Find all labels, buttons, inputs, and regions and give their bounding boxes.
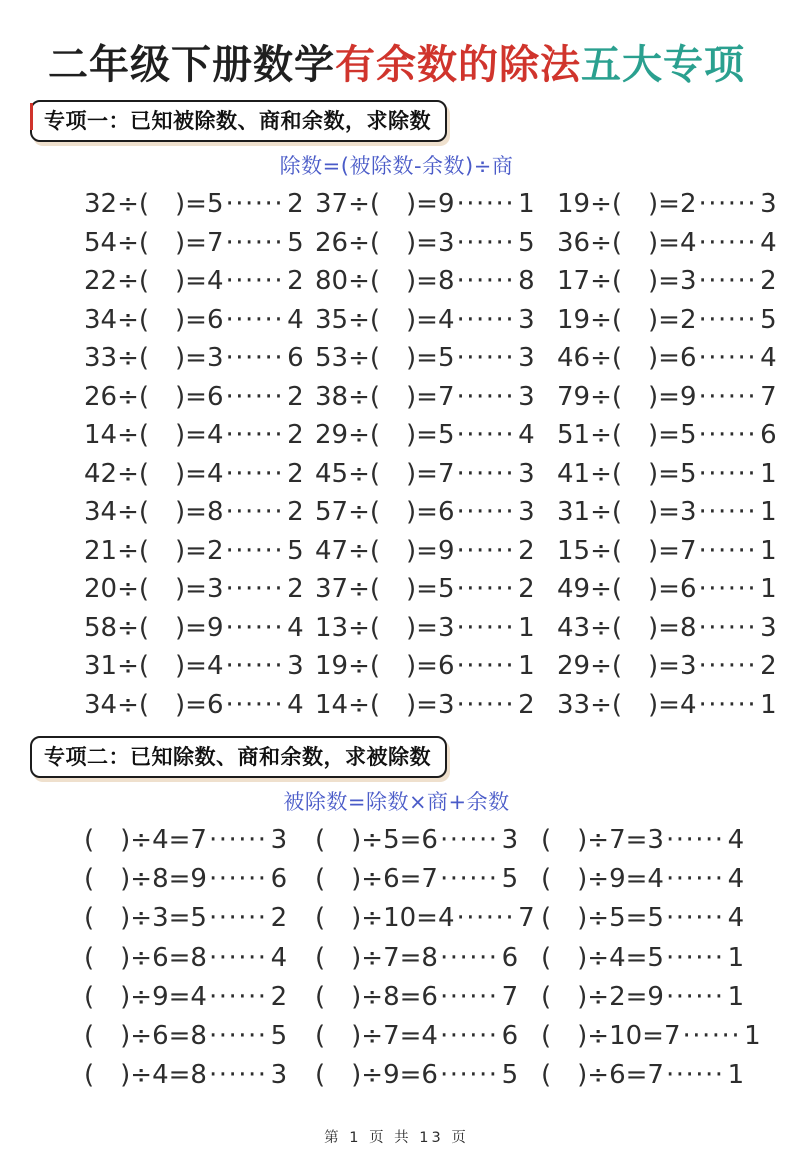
remainder-dots: ······: [698, 227, 758, 258]
remainder-dots: ······: [456, 304, 516, 335]
problem: ( )÷7=4······ 6: [315, 1021, 519, 1052]
remainder-dots: ······: [225, 420, 285, 451]
problem: 14÷( )=4······ 2: [84, 420, 304, 451]
remainder-dots: ······: [456, 458, 516, 489]
section1-heading: 专项一：已知被除数、商和余数，求除数: [30, 100, 447, 142]
remainder-dots: ······: [698, 458, 758, 489]
remainder-dots: ······: [225, 189, 285, 220]
remainder-dots: ······: [456, 689, 516, 720]
remainder-dots: ······: [208, 824, 268, 855]
section2: [0, 724, 793, 1095]
problem: 34÷( )=6······ 4: [84, 689, 304, 720]
problem: 14÷( )=3······ 2: [315, 689, 535, 720]
problem: 53÷( )=5······ 3: [315, 343, 535, 374]
section2-formula: 被除数=除数×商+余数: [283, 790, 510, 814]
problem: 31÷( )=4······ 3: [84, 651, 304, 682]
remainder-dots: ······: [456, 497, 516, 528]
problem: 54÷( )=7······ 5: [84, 227, 304, 258]
remainder-dots: ······: [665, 903, 725, 934]
remainder-dots: ······: [665, 824, 725, 855]
remainder-dots: ······: [698, 535, 758, 566]
problem: 36÷( )=4······ 4: [557, 227, 777, 258]
remainder-dots: ······: [439, 863, 499, 894]
remainder-dots: ······: [439, 1060, 499, 1091]
problem: ( )÷2=9······ 1: [541, 981, 745, 1012]
remainder-dots: ······: [456, 227, 516, 258]
problem: 15÷( )=7······ 1: [557, 535, 777, 566]
page-title: [20, 42, 773, 88]
section1-formula: 除数=(被除数-余数)÷商: [279, 154, 514, 178]
problem: 33÷( )=4······ 1: [557, 689, 777, 720]
problem: 19÷( )=2······ 3: [557, 189, 777, 220]
problem: ( )÷9=4······ 4: [541, 863, 745, 894]
problem: 19÷( )=2······ 5: [557, 304, 777, 335]
remainder-dots: ······: [456, 612, 516, 643]
problem: 45÷( )=7······ 3: [315, 458, 535, 489]
problem: ( )÷8=6······ 7: [315, 981, 519, 1012]
problem: ( )÷4=7······ 3: [84, 824, 288, 855]
remainder-dots: ······: [208, 981, 268, 1012]
remainder-dots: ······: [225, 689, 285, 720]
remainder-dots: ······: [225, 497, 285, 528]
problem: 26÷( )=6······ 2: [84, 381, 304, 412]
remainder-dots: ······: [698, 574, 758, 605]
problem: ( )÷6=8······ 5: [84, 1021, 288, 1052]
problem: 33÷( )=3······ 6: [84, 343, 304, 374]
remainder-dots: ······: [225, 266, 285, 297]
problem: 17÷( )=3······ 2: [557, 266, 777, 297]
remainder-dots: ······: [225, 381, 285, 412]
problem: 29÷( )=3······ 2: [557, 651, 777, 682]
problem: ( )÷6=7······ 5: [315, 863, 519, 894]
problem: ( )÷9=4······ 2: [84, 981, 288, 1012]
section2-heading: 专项二：已知除数、商和余数，求被除数: [30, 736, 447, 778]
remainder-dots: ······: [225, 651, 285, 682]
problem: ( )÷6=7······ 1: [541, 1060, 745, 1091]
problem: 79÷( )=9······ 7: [557, 381, 777, 412]
section1: [0, 88, 793, 724]
problem: 13÷( )=3······ 1: [315, 612, 535, 643]
title-segment: 二年级下册数学: [48, 42, 335, 88]
problem: ( )÷8=9······ 6: [84, 863, 288, 894]
remainder-dots: ······: [698, 651, 758, 682]
problem: ( )÷5=6······ 3: [315, 824, 519, 855]
problem: 47÷( )=9······ 2: [315, 535, 535, 566]
remainder-dots: ······: [225, 612, 285, 643]
remainder-dots: ······: [208, 863, 268, 894]
remainder-dots: ······: [698, 420, 758, 451]
problem: 38÷( )=7······ 3: [315, 381, 535, 412]
remainder-dots: ······: [225, 343, 285, 374]
problem: 80÷( )=8······ 8: [315, 266, 535, 297]
remainder-dots: ······: [698, 689, 758, 720]
problem: 49÷( )=6······ 1: [557, 574, 777, 605]
problem: ( )÷3=5······ 2: [84, 903, 288, 934]
remainder-dots: ······: [225, 304, 285, 335]
remainder-dots: ······: [439, 942, 499, 973]
remainder-dots: ······: [665, 1060, 725, 1091]
problem: 29÷( )=5······ 4: [315, 420, 535, 451]
problem: ( )÷7=8······ 6: [315, 942, 519, 973]
page-footer: 第 1 页 共 13 页: [324, 1130, 469, 1146]
problem: 51÷( )=5······ 6: [557, 420, 777, 451]
problem: 32÷( )=5······ 2: [84, 189, 304, 220]
problem: 31÷( )=3······ 1: [557, 497, 777, 528]
problem: ( )÷9=6······ 5: [315, 1060, 519, 1091]
problem: 19÷( )=6······ 1: [315, 651, 535, 682]
remainder-dots: ······: [698, 189, 758, 220]
problem: 22÷( )=4······ 2: [84, 266, 304, 297]
remainder-dots: ······: [456, 189, 516, 220]
remainder-dots: ······: [208, 1060, 268, 1091]
remainder-dots: ······: [439, 981, 499, 1012]
remainder-dots: ······: [682, 1021, 742, 1052]
problem: 46÷( )=6······ 4: [557, 343, 777, 374]
problem: 37÷( )=5······ 2: [315, 574, 535, 605]
remainder-dots: ······: [665, 981, 725, 1012]
problem: ( )÷10=4······ 7: [315, 903, 535, 934]
remainder-dots: ······: [225, 227, 285, 258]
remainder-dots: ······: [456, 381, 516, 412]
remainder-dots: ······: [698, 266, 758, 297]
problem: 34÷( )=8······ 2: [84, 497, 304, 528]
remainder-dots: ······: [456, 420, 516, 451]
remainder-dots: ······: [225, 458, 285, 489]
remainder-dots: ······: [456, 651, 516, 682]
remainder-dots: ······: [208, 942, 268, 973]
problem: ( )÷5=5······ 4: [541, 903, 745, 934]
problem: 42÷( )=4······ 2: [84, 458, 304, 489]
title-segment: 五大专项: [581, 42, 745, 88]
remainder-dots: ······: [456, 266, 516, 297]
problem: ( )÷4=5······ 1: [541, 942, 745, 973]
problem: 21÷( )=2······ 5: [84, 535, 304, 566]
problem: 57÷( )=6······ 3: [315, 497, 535, 528]
remainder-dots: ······: [208, 1021, 268, 1052]
remainder-dots: ······: [225, 574, 285, 605]
remainder-dots: ······: [665, 863, 725, 894]
remainder-dots: ······: [439, 1021, 499, 1052]
problem: ( )÷6=8······ 4: [84, 942, 288, 973]
problem: ( )÷4=8······ 3: [84, 1060, 288, 1091]
problem: ( )÷10=7······ 1: [541, 1021, 761, 1052]
remainder-dots: ······: [456, 535, 516, 566]
title-segment: 有余数的除法: [335, 42, 581, 88]
remainder-dots: ······: [698, 612, 758, 643]
remainder-dots: ······: [225, 535, 285, 566]
section1-problems: [84, 185, 793, 724]
margin-tick: [30, 103, 33, 130]
remainder-dots: ······: [456, 574, 516, 605]
section2-problems: [84, 820, 793, 1095]
problem: 26÷( )=3······ 5: [315, 227, 535, 258]
remainder-dots: ······: [665, 942, 725, 973]
problem: 43÷( )=8······ 3: [557, 612, 777, 643]
remainder-dots: ······: [698, 343, 758, 374]
problem: ( )÷7=3······ 4: [541, 824, 745, 855]
problem: 41÷( )=5······ 1: [557, 458, 777, 489]
problem: 37÷( )=9······ 1: [315, 189, 535, 220]
problem: 34÷( )=6······ 4: [84, 304, 304, 335]
problem: 35÷( )=4······ 3: [315, 304, 535, 335]
remainder-dots: ······: [208, 903, 268, 934]
remainder-dots: ······: [698, 497, 758, 528]
remainder-dots: ······: [698, 381, 758, 412]
worksheet-page: [0, 42, 793, 1164]
remainder-dots: ······: [698, 304, 758, 335]
remainder-dots: ······: [456, 343, 516, 374]
problem: 58÷( )=9······ 4: [84, 612, 304, 643]
problem: 20÷( )=3······ 2: [84, 574, 304, 605]
remainder-dots: ······: [456, 903, 516, 934]
remainder-dots: ······: [439, 824, 499, 855]
